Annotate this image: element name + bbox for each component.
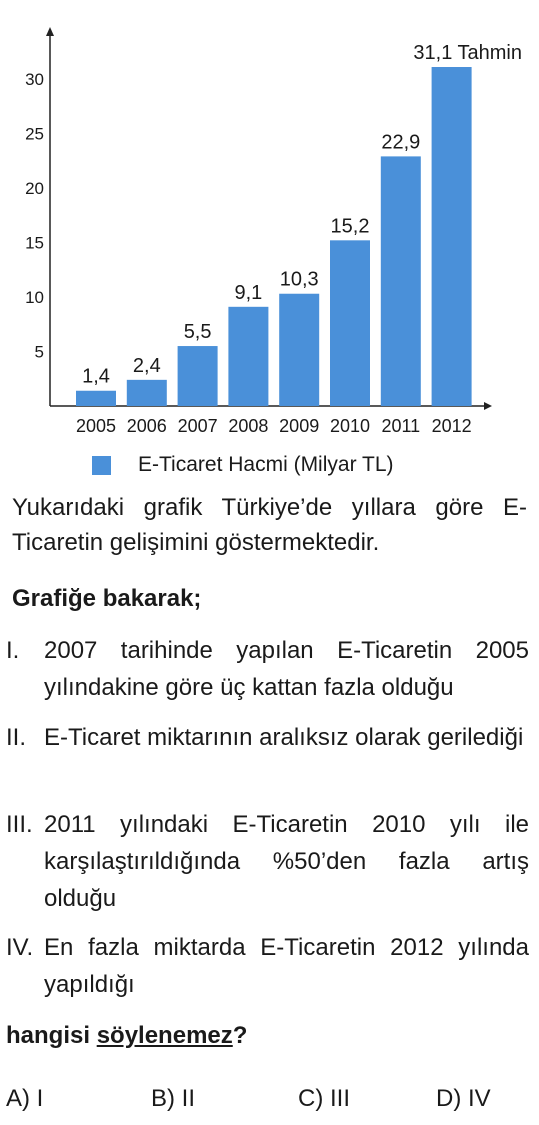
x-tick-label: 2012 [431, 416, 472, 436]
bar-value-label: 15,2 [330, 215, 370, 238]
bar [178, 346, 218, 406]
bar-value-label: 10,3 [279, 268, 319, 291]
bar-value-label: 5,5 [183, 321, 212, 344]
y-tick-label: 20 [25, 179, 44, 198]
statement-number: III. [6, 811, 33, 838]
intro-text: Yukarıdaki grafik Türkiye’de yıllara göre E-Ticaretin gelişimini göstermektedir. [12, 494, 527, 556]
statement-number: II. [6, 724, 27, 751]
bar-value-label: 1,4 [82, 365, 110, 388]
answer-options [0, 1085, 539, 1119]
bar-value-label: 31,1 Tahmin [413, 42, 522, 65]
statement-text: En fazla miktarda E-Ticaretin 2012 yılında yapıldığı [44, 934, 529, 998]
x-tick-label: 2007 [177, 416, 218, 436]
bar-chart [0, 0, 539, 480]
statement-item [6, 929, 529, 1003]
y-tick-label: 30 [25, 70, 44, 89]
bar [228, 307, 268, 406]
question-text [6, 1022, 247, 1050]
bar [127, 380, 167, 406]
question-main: hangisi [6, 1022, 97, 1049]
statement-item [6, 632, 529, 706]
x-axis-arrow [484, 402, 492, 410]
statement-number: I. [6, 637, 20, 664]
option-d[interactable]: D) IV [436, 1085, 491, 1112]
y-tick-label: 5 [34, 342, 44, 362]
option-a[interactable]: A) I [6, 1085, 44, 1112]
chart-axes [46, 27, 492, 410]
bar-value-label: 22,9 [381, 131, 421, 154]
x-tick-label: 2006 [126, 416, 167, 436]
x-tick-label: 2010 [329, 416, 371, 436]
legend-label: E-Ticaret Hacmi (Milyar TL) [138, 453, 394, 476]
x-tick-label: 2011 [381, 416, 421, 436]
y-tick-label: 25 [25, 124, 44, 144]
bar [432, 67, 472, 406]
statement-number: IV. [6, 934, 34, 961]
statement-item [6, 806, 529, 917]
statement-text: 2007 tarihinde yapılan E-Ticaretin 2005 yılındakine göre üç kattan fazla olduğu [44, 637, 529, 701]
bar [279, 294, 319, 406]
statement-text: 2011 yılındaki E-Ticaretin 2010 yılı ile karşılaştırıldığında %50’den fazla artış olduğu [44, 811, 529, 912]
y-tick-label: 15 [25, 233, 44, 253]
bar [381, 156, 421, 406]
y-axis-arrow [46, 27, 54, 36]
statement-item [6, 719, 529, 756]
statement-text: E-Ticaret miktarının aralıksız olarak gerilediği [44, 724, 524, 751]
x-tick-label: 2009 [279, 416, 320, 436]
x-tick-label: 2008 [228, 416, 269, 436]
prompt-text: Grafiğe bakarak; [12, 585, 202, 612]
bar [330, 240, 370, 406]
bar-value-label: 2,4 [132, 354, 161, 377]
option-c[interactable]: C) III [298, 1085, 350, 1112]
bar [76, 391, 116, 406]
chart-legend [92, 451, 394, 479]
bar-value-label: 9,1 [234, 281, 263, 304]
legend-swatch [92, 456, 111, 475]
question-keyword: söylenemez [96, 1022, 233, 1049]
x-tick-label: 2005 [75, 416, 117, 436]
y-tick-label: 10 [25, 288, 44, 307]
question-end: ? [232, 1022, 248, 1049]
option-b[interactable]: B) II [151, 1085, 196, 1112]
